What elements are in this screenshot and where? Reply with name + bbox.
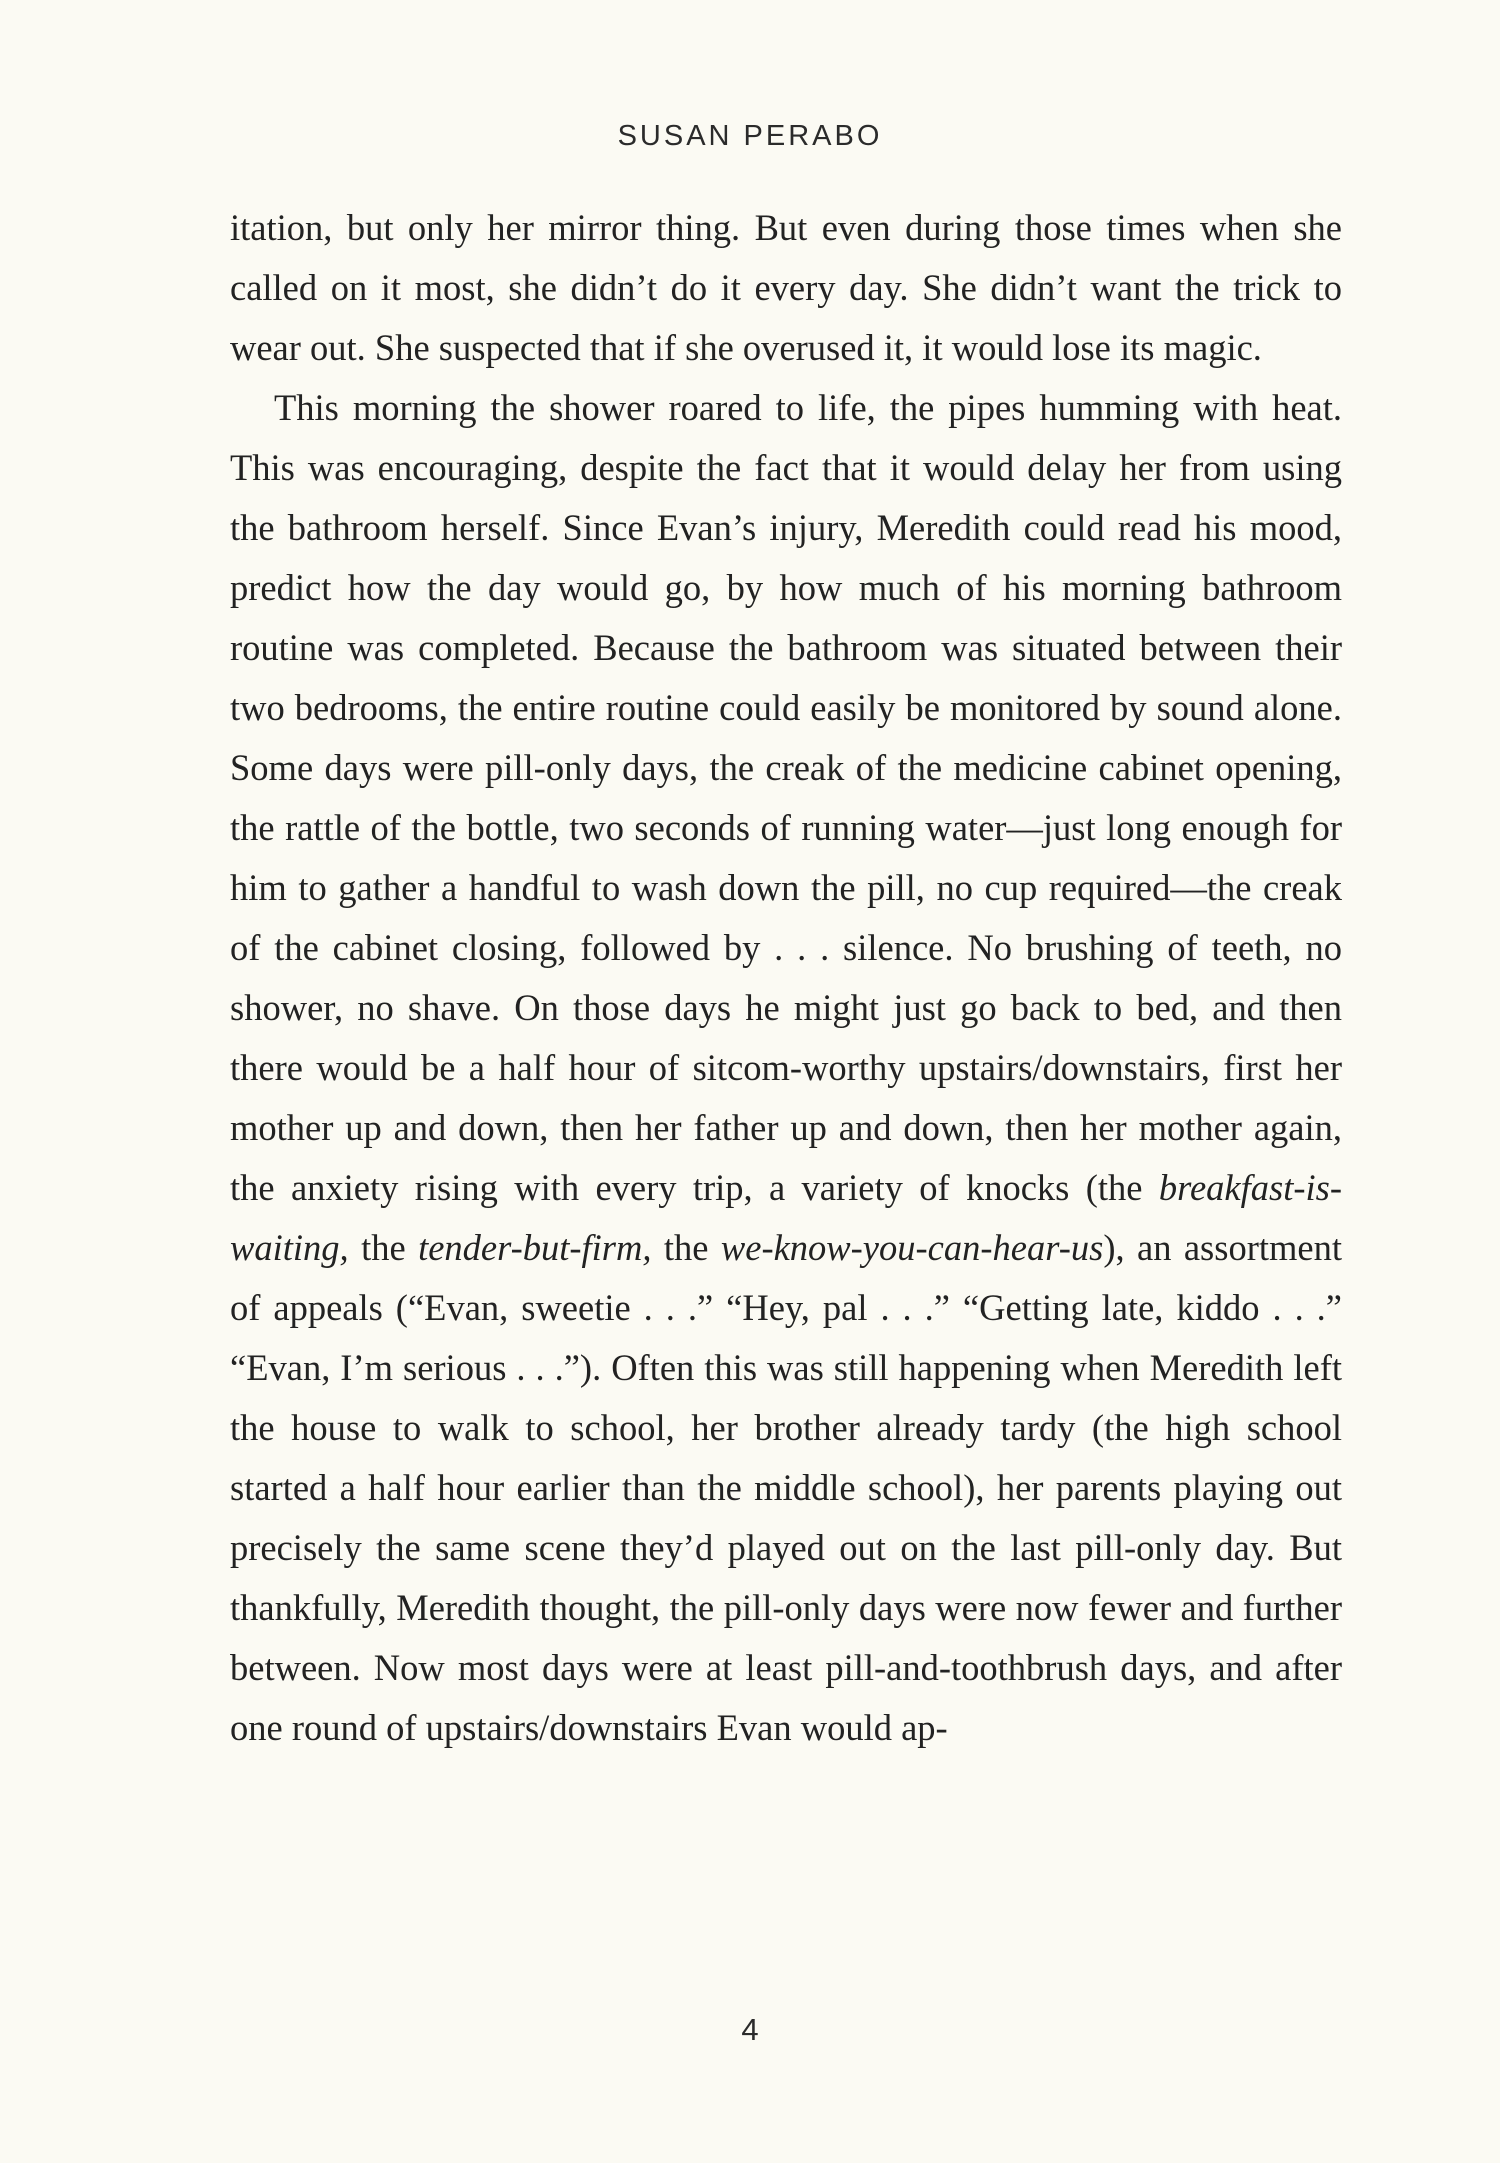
- paragraph-2-text-b: the: [348, 1227, 419, 1268]
- paragraph-2-text-d: ), an assortment of appeals (“Evan, sweetie . . .” “Hey, pal . . .” “Getting late, kiddo . . .” “Evan, I’m serious . . .”). Often this was still happening when Meredith left the house to walk to school, her brother already tardy (the high school started a half hour earlier than the middle school), her parents playing out precisely the same scene they’d played out on the last pill-only day. But thankfully, Meredith thought, the pill-only days were now fewer and further between. Now most days were at least pill-and-toothbrush days, and after one round of upstairs/downstairs Evan would ap-: [230, 1227, 1342, 1748]
- paragraph-2-text-a: This morning the shower roared to life, the pipes humming with heat. This was encouraging, despite the fact that it would delay her from using the bathroom herself. Since Evan’s injury, Meredith could read his mood, predict how the day would go, by how much of his morning bathroom routine was completed. Because the bathroom was situated between their two bedrooms, the entire routine could easily be monitored by sound alone. Some days were pill-only days, the creak of the medicine cabinet opening, the rattle of the bottle, two seconds of running water—just long enough for him to gather a handful to wash down the pill, no cup required—the creak of the cabinet closing, followed by . . . silence. No brushing of teeth, no shower, no shave. On those days he might just go back to bed, and then there would be a half hour of sitcom-worthy upstairs/downstairs, first her mother up and down, then her father up and down, then her mother again, the anxiety rising with every trip, a variety of knocks (the: [230, 387, 1342, 1208]
- paragraph-2: [230, 378, 1342, 1758]
- knock-breakfast-is-waiting: breakfast-is-waiting,: [230, 1167, 1342, 1268]
- running-head: SUSAN PERABO: [617, 120, 883, 152]
- knock-we-know-you-can-hear-us: we-know-you-can-hear-us: [720, 1227, 1104, 1268]
- body-text: [230, 198, 1342, 1758]
- paragraph-2-text-c: the: [651, 1227, 721, 1268]
- knock-tender-but-firm: tender-but-firm,: [418, 1227, 652, 1268]
- paragraph-1: itation, but only her mirror thing. But even during those times when she called on it most, she didn’t do it every day. She didn’t want the trick to wear out. She suspected that if she overused it, it would lose its magic.: [230, 207, 1342, 368]
- page-number: 4: [741, 2012, 759, 2047]
